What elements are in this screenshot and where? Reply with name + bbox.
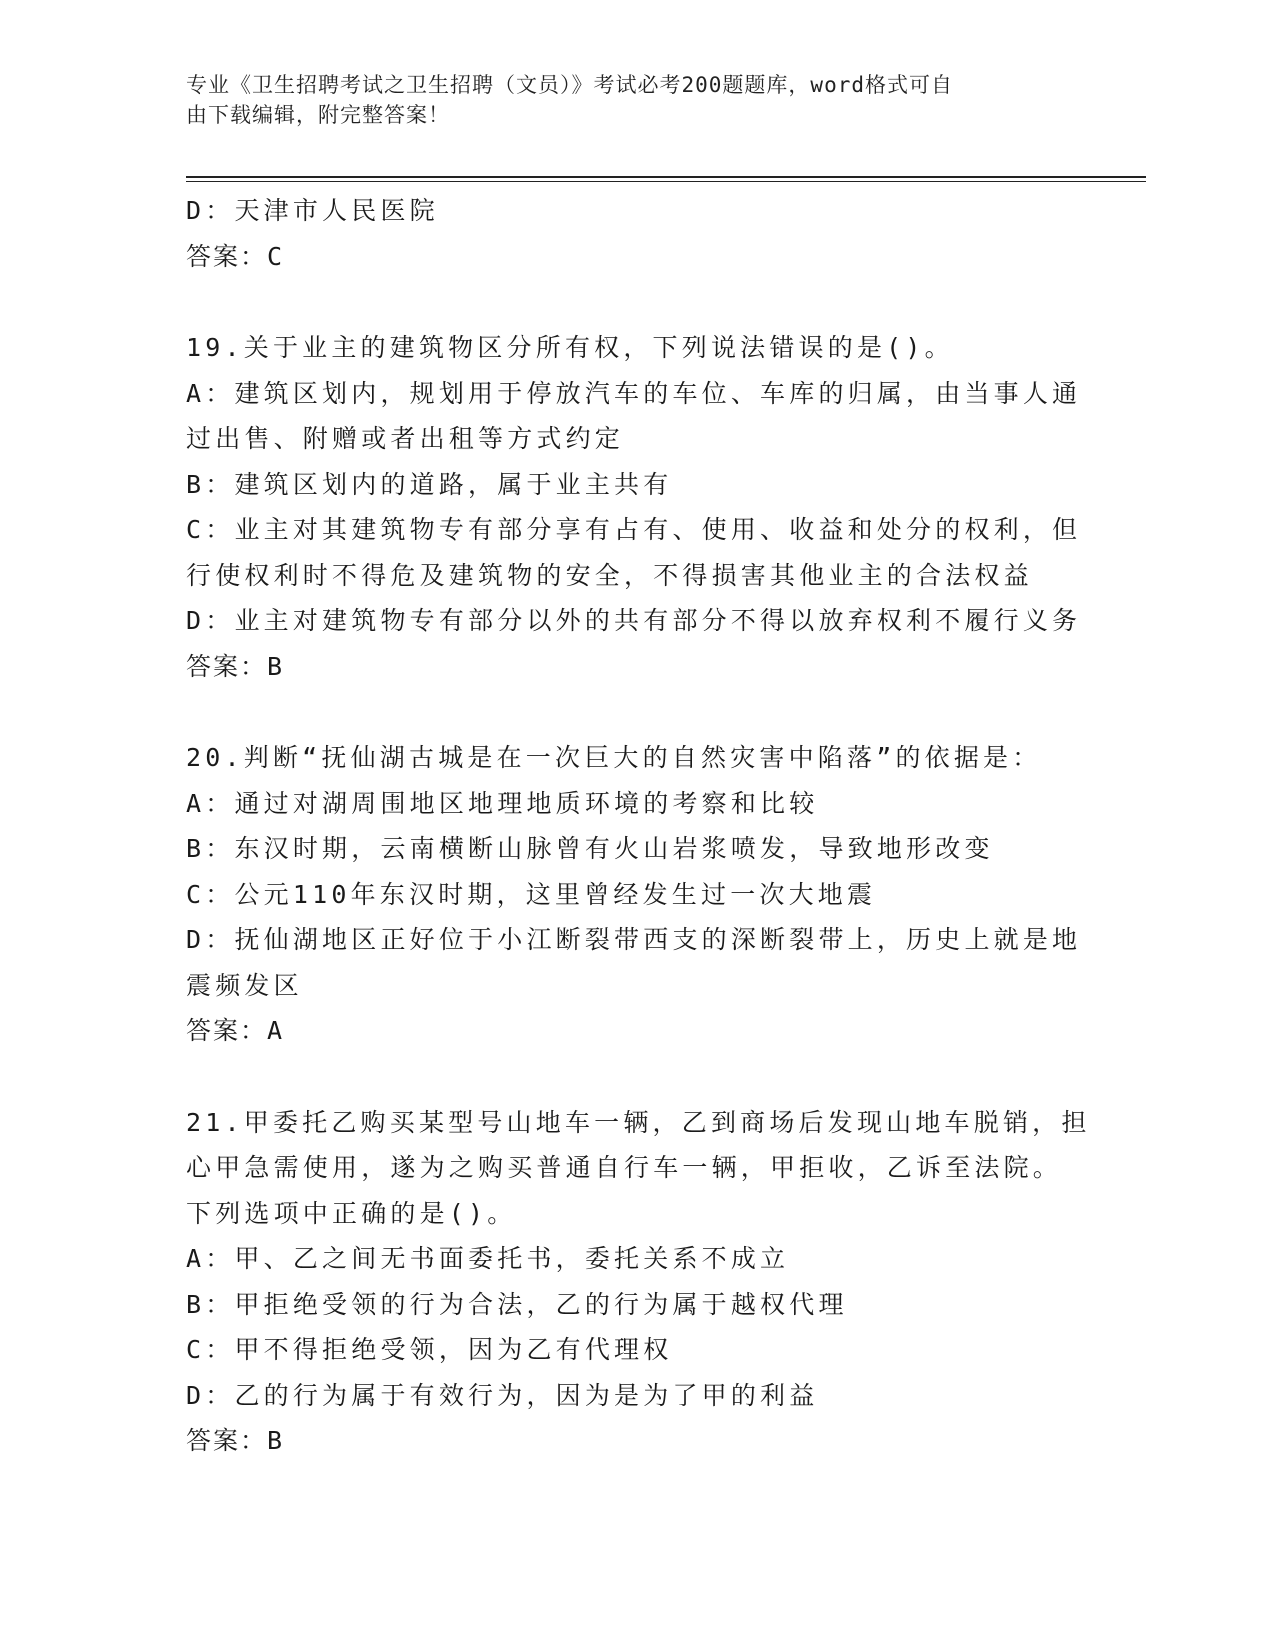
spacer [186,279,1066,325]
question-20 [186,735,1082,1054]
header-divider-thin [186,181,1146,182]
option-b: B：甲拒绝受领的行为合法，乙的行为属于越权代理 [186,1289,848,1319]
option-c: C：甲不得拒绝受领，因为乙有代理权 [186,1335,673,1364]
spacer [186,1054,1066,1100]
answer-line: 答案：B [186,1426,285,1455]
header-line-1: 专业《卫生招聘考试之卫生招聘（文员）》考试必考200题题库，word格式可自 [186,73,953,97]
option-d: D：乙的行为属于有效行为，因为是为了甲的利益 [186,1380,819,1410]
answer-line: 答案：A [186,1016,285,1045]
option-d: D：抚仙湖地区正好位于小江断裂带西支的深断裂带上，历史上就是地 [186,925,1082,954]
option-c: C：业主对其建筑物专有部分享有占有、使用、收益和处分的权利，但 [186,515,1082,544]
option-c-continued: 行使权利时不得危及建筑物的安全，不得损害其他业主的合法权益 [186,560,1033,590]
option-c: C：公元110年东汉时期，这里曾经发生过一次大地震 [186,879,877,909]
question-18-tail [186,188,1066,279]
question-stem: 20.判断“抚仙湖古城是在一次巨大的自然灾害中陷落”的依据是： [186,743,1042,772]
answer-line: 答案：B [186,651,285,681]
document-body [186,188,1091,1464]
spacer [186,689,1066,735]
page-header [186,70,1066,130]
option-a: A：通过对湖周围地区地理地质环境的考察和比较 [186,788,819,818]
question-stem: 21.甲委托乙购买某型号山地车一辆，乙到商场后发现山地车脱销，担 [186,1107,1091,1137]
question-stem: 19.关于业主的建筑物区分所有权，下列说法错误的是()。 [186,333,954,362]
option-a-continued: 过出售、附赠或者出租等方式约定 [186,424,625,453]
option-a: A：甲、乙之间无书面委托书，委托关系不成立 [186,1244,790,1273]
header-divider-thick [186,176,1146,178]
option-a: A：建筑区划内，规划用于停放汽车的车位、车库的归属，由当事人通 [186,378,1082,408]
question-stem-continued: 下列选项中正确的是()。 [186,1198,517,1228]
answer-line: 答案：C [186,241,285,271]
header-line-2: 由下载编辑，附完整答案！ [186,103,450,127]
option-d: D：天津市人民医院 [186,196,439,225]
option-b: B：东汉时期，云南横断山脉曾有火山岩浆喷发，导致地形改变 [186,834,994,863]
question-21 [186,1100,1091,1464]
question-19 [186,325,1082,689]
option-b: B：建筑区划内的道路，属于业主共有 [186,469,673,499]
option-d: D：业主对建筑物专有部分以外的共有部分不得以放弃权利不履行义务 [186,606,1082,635]
question-stem-continued: 心甲急需使用，遂为之购买普通自行车一辆，甲拒收，乙诉至法院。 [186,1153,1063,1182]
option-d-continued: 震频发区 [186,970,303,1000]
